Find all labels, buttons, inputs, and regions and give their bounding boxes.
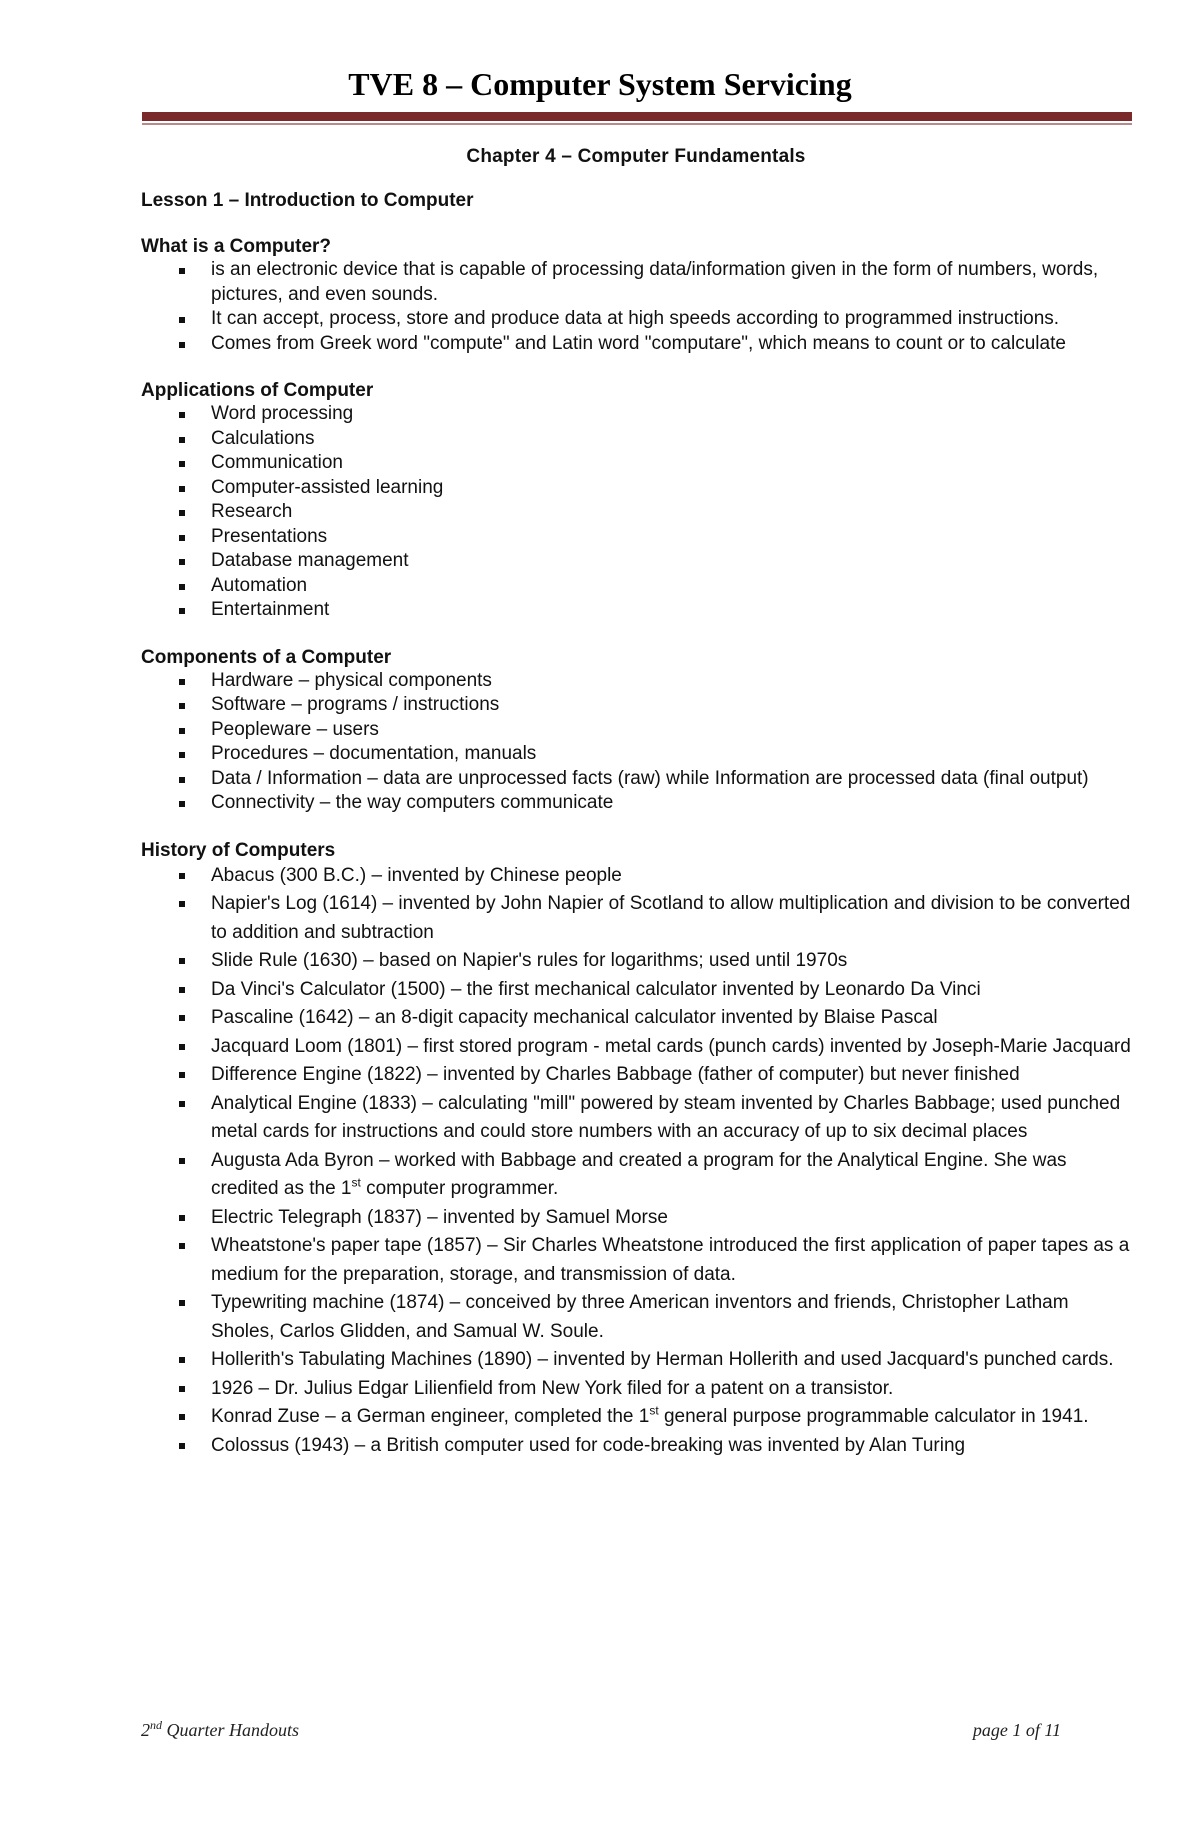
list-item-text: Analytical Engine (1833) – calculating "mill" powered by steam invented by Charles Babbage; used punched metal cards for instructions and could store numbers with an accuracy of up to six decimal places (211, 1092, 1121, 1142)
section-what-is-computer (141, 236, 1131, 356)
bullet-square-icon (179, 510, 185, 516)
list-item-text: Difference Engine (1822) – invented by Charles Babbage (father of computer) but never finished (211, 1064, 1020, 1085)
section-heading: Components of a Computer (141, 646, 392, 668)
list-item-text: Wheatstone's paper tape (1857) – Sir Charles Wheatstone introduced the first application of paper tapes as a medium for the preparation, storage, and transmission of data. (211, 1235, 1130, 1285)
list-item-text: Automation (211, 574, 308, 596)
footer-quarter-text: Quarter Handouts (162, 1720, 300, 1740)
list-item (141, 693, 1131, 718)
list-item (141, 1232, 1131, 1289)
list-item (141, 890, 1131, 947)
bullet-square-icon (179, 1443, 185, 1449)
list-item (141, 1204, 1131, 1233)
bullet-square-icon (179, 1072, 185, 1078)
list-item (141, 1033, 1131, 1062)
list-item-text: Jacquard Loom (1801) – first stored program - metal cards (punch cards) invented by Joseph-Marie Jacquard (211, 1035, 1131, 1057)
list-item (141, 574, 1131, 599)
list-item-text: Abacus (300 B.C.) – invented by Chinese people (211, 864, 622, 886)
list-item-text: Word processing (211, 403, 354, 424)
bullet-square-icon (179, 608, 185, 614)
list-item-text: Electric Telegraph (1837) – invented by Samuel Morse (211, 1206, 668, 1228)
bullet-square-icon (179, 728, 185, 734)
list-item (141, 1375, 1131, 1404)
footer-quarter-label (141, 1720, 299, 1741)
bullet-square-icon (179, 1044, 185, 1050)
list-item (141, 598, 1131, 623)
list-item (141, 1061, 1131, 1090)
list-item-text: Data / Information – data are unprocessed facts (raw) while Information are processed data (final output) (211, 767, 1089, 789)
bullet-list (141, 862, 1131, 1461)
section-heading: History of Computers (141, 839, 336, 861)
bullet-list (141, 669, 1131, 816)
bullet-square-icon (179, 412, 185, 418)
bullet-square-icon (179, 958, 185, 964)
list-item-text: Peopleware – users (211, 718, 379, 740)
lesson-heading: Lesson 1 – Introduction to Computer (141, 190, 474, 211)
list-item (141, 1432, 1131, 1461)
header-rule (142, 112, 1132, 121)
list-item-text: Konrad Zuse – a German engineer, completed the 1 (211, 1406, 650, 1427)
list-item (141, 1090, 1131, 1147)
bullet-square-icon (179, 268, 185, 274)
list-item-text: Computer-assisted learning (211, 476, 444, 498)
list-item-text: Presentations (211, 525, 328, 547)
list-item-text: Research (211, 501, 293, 522)
bullet-square-icon (179, 1015, 185, 1021)
section-applications (141, 380, 1131, 623)
list-item-text: It can accept, process, store and produce data at high speeds according to programmed instructions. (211, 308, 1060, 329)
section-heading: What is a Computer? (141, 236, 332, 257)
list-item (141, 791, 1131, 816)
bullet-square-icon (179, 437, 185, 443)
list-item-text: Hardware – physical components (211, 669, 492, 691)
list-item (141, 549, 1131, 574)
bullet-list (141, 402, 1131, 623)
list-item-text: computer programmer. (360, 1178, 559, 1199)
list-item (141, 476, 1131, 501)
bullet-square-icon (179, 1357, 185, 1363)
chapter-heading: Chapter 4 – Computer Fundamentals (466, 146, 806, 167)
list-item (141, 258, 1131, 307)
list-item-text: 1926 – Dr. Julius Edgar Lilienfield from New York filed for a patent on a transistor. (211, 1377, 894, 1399)
list-item-text: Hollerith's Tabulating Machines (1890) – invented by Herman Hollerith and used Jacquard's punched cards. (211, 1349, 1114, 1370)
list-item-text: general purpose programmable calculator in 1941. (658, 1406, 1089, 1427)
list-item-text: Comes from Greek word "compute" and Latin word "computare", which means to count or to calculate (211, 332, 1066, 354)
list-item-text: Communication (211, 452, 343, 473)
list-item-superscript: st (351, 1175, 361, 1190)
document-title: TVE 8 – Computer System Servicing (348, 66, 852, 102)
list-item-text: Calculations (211, 427, 315, 449)
bullet-square-icon (179, 584, 185, 590)
bullet-square-icon (179, 1101, 185, 1107)
section-components (141, 647, 1131, 816)
list-item (141, 451, 1131, 476)
list-item-superscript: st (649, 1403, 659, 1418)
bullet-square-icon (179, 752, 185, 758)
bullet-square-icon (179, 461, 185, 467)
list-item-text: Da Vinci's Calculator (1500) – the first mechanical calculator invented by Leonardo Da Vinci (211, 978, 981, 1000)
list-item (141, 718, 1131, 743)
bullet-square-icon (179, 535, 185, 541)
list-item (141, 500, 1131, 525)
bullet-square-icon (179, 777, 185, 783)
list-item-text: Database management (211, 550, 409, 571)
list-item (141, 332, 1131, 357)
list-item-text: Connectivity – the way computers communicate (211, 792, 614, 813)
bullet-square-icon (179, 1414, 185, 1420)
list-item-text: is an electronic device that is capable of processing data/information given in the form of numbers, words, pictures, and even sounds. (211, 259, 1099, 305)
list-item-text: Entertainment (211, 599, 330, 620)
bullet-square-icon (179, 679, 185, 685)
list-item (141, 947, 1131, 976)
list-item-text: Procedures – documentation, manuals (211, 743, 537, 764)
list-item-text: Pascaline (1642) – an 8-digit capacity mechanical calculator invented by Blaise Pascal (211, 1007, 938, 1028)
list-item (141, 742, 1131, 767)
bullet-square-icon (179, 342, 185, 348)
bullet-square-icon (179, 486, 185, 492)
page-number: page 1 of 11 (972, 1720, 1061, 1740)
list-item-text: Slide Rule (1630) – based on Napier's rules for logarithms; used until 1970s (211, 950, 848, 971)
list-item (141, 402, 1131, 427)
header-rule-thin (142, 123, 1132, 125)
bullet-square-icon (179, 703, 185, 709)
list-item (141, 525, 1131, 550)
list-item (141, 1004, 1131, 1033)
list-item (141, 976, 1131, 1005)
bullet-square-icon (179, 873, 185, 879)
bullet-square-icon (179, 987, 185, 993)
list-item (141, 1403, 1131, 1432)
bullet-square-icon (179, 1243, 185, 1249)
list-item-text: Colossus (1943) – a British computer used for code-breaking was invented by Alan Turing (211, 1434, 966, 1456)
list-item-text: Software – programs / instructions (211, 694, 500, 715)
bullet-square-icon (179, 801, 185, 807)
list-item-text: Augusta Ada Byron – worked with Babbage and created a program for the Analytical Engine. She was credited as the 1 (211, 1149, 1067, 1199)
list-item (141, 1289, 1131, 1346)
list-item (141, 307, 1131, 332)
bullet-square-icon (179, 1158, 185, 1164)
list-item (141, 1147, 1131, 1204)
bullet-square-icon (179, 1386, 185, 1392)
bullet-list (141, 258, 1131, 356)
list-item (141, 427, 1131, 452)
list-item-text: Napier's Log (1614) – invented by John Napier of Scotland to allow multiplication and division to be converted to addition and subtraction (211, 893, 1131, 943)
footer-quarter-suffix: nd (150, 1718, 162, 1732)
bullet-square-icon (179, 1215, 185, 1221)
bullet-square-icon (179, 559, 185, 565)
section-history (141, 840, 1131, 1461)
section-heading: Applications of Computer (141, 380, 374, 401)
document-body (141, 146, 1131, 1460)
bullet-square-icon (179, 1300, 185, 1306)
bullet-square-icon (179, 901, 185, 907)
page-footer (141, 1720, 1061, 1750)
list-item (141, 669, 1131, 694)
list-item (141, 767, 1131, 792)
list-item (141, 862, 1131, 891)
footer-quarter-number: 2 (141, 1720, 150, 1740)
list-item-text: Typewriting machine (1874) – conceived by three American inventors and friends, Christopher Latham Sholes, Carlos Glidden, and Samual W. Soule. (211, 1292, 1069, 1342)
list-item (141, 1346, 1131, 1375)
bullet-square-icon (179, 317, 185, 323)
